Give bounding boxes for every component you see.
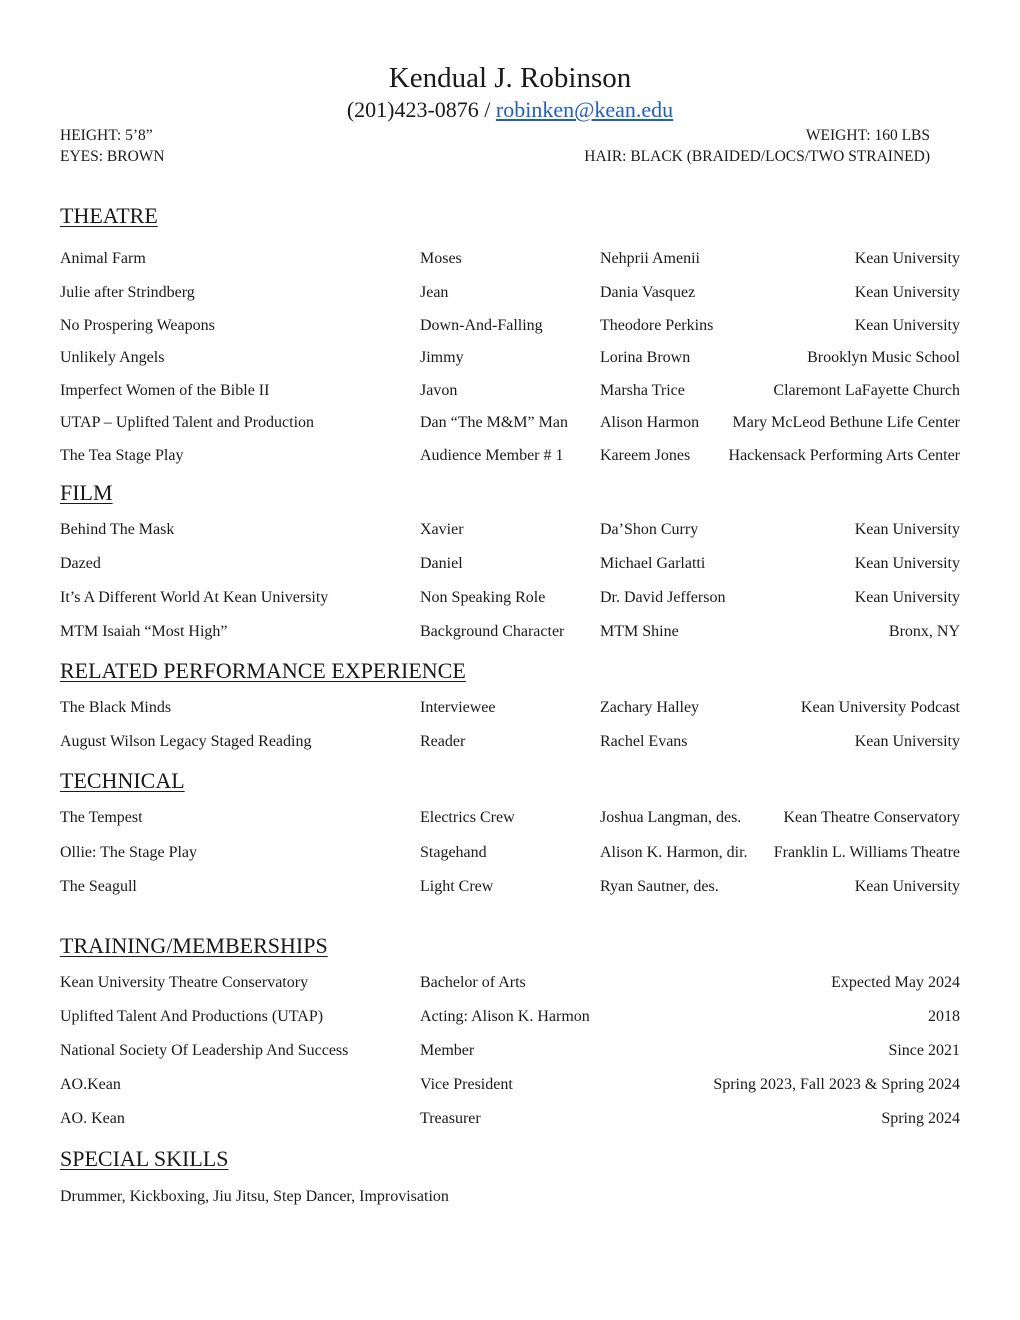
theatre-row [60, 444, 960, 468]
phone-number: (201)423-0876 / [346, 97, 496, 122]
production-title: August Wilson Legacy Staged Reading [60, 733, 312, 750]
program-or-role: Member [420, 1042, 475, 1059]
venue: Claremont LaFayette Church [773, 382, 960, 399]
supervisor: Alison K. Harmon, dir. [600, 844, 748, 861]
role: Jean [420, 284, 449, 301]
venue: Brooklyn Music School [807, 349, 960, 366]
production-title: Behind The Mask [60, 521, 175, 538]
training-row [60, 971, 960, 995]
director: Kareem Jones [600, 447, 691, 464]
venue: Kean University [854, 878, 960, 895]
production-title: MTM Isaiah “Most High” [60, 623, 228, 640]
theatre-row [60, 314, 960, 338]
supervisor: Ryan Sautner, des. [600, 878, 719, 895]
related-row [60, 696, 960, 720]
venue: Franklin L. Williams Theatre [773, 844, 960, 861]
production-title: Unlikely Angels [60, 349, 165, 366]
venue: Kean University [854, 555, 960, 572]
role: Reader [420, 733, 466, 750]
director: Michael Garlatti [600, 555, 706, 572]
technical-heading: TECHNICAL [60, 768, 185, 793]
organization: National Society Of Leadership And Success [60, 1042, 349, 1059]
film-row [60, 552, 960, 576]
director: Zachary Halley [600, 699, 700, 716]
email-link[interactable]: robinken@kean.edu [495, 97, 674, 122]
position: Stagehand [420, 844, 487, 861]
supervisor: Joshua Langman, des. [600, 809, 742, 826]
dates: Since 2021 [888, 1042, 960, 1059]
program-or-role: Treasurer [420, 1110, 481, 1127]
production-title: The Black Minds [60, 699, 172, 716]
role: Jimmy [420, 349, 464, 366]
related-row [60, 730, 960, 754]
venue: Hackensack Performing Arts Center [728, 447, 960, 464]
production-title: The Tea Stage Play [60, 447, 184, 464]
training-row [60, 1005, 960, 1029]
dates: Spring 2024 [881, 1110, 960, 1127]
role: Daniel [420, 555, 463, 572]
role: Javon [420, 382, 458, 399]
venue: Kean University Podcast [800, 699, 960, 716]
director: Dania Vasquez [600, 284, 696, 301]
technical-row [60, 841, 960, 865]
director: Alison Harmon [600, 414, 700, 431]
theatre-heading: THEATRE [60, 203, 158, 228]
height-stat: HEIGHT: 5’8” [60, 127, 153, 144]
production-title: Julie after Strindberg [60, 284, 195, 301]
production-title: No Prospering Weapons [60, 317, 215, 334]
venue: Kean Theatre Conservatory [783, 809, 960, 826]
position: Electrics Crew [420, 809, 515, 826]
production-title: The Seagull [60, 878, 137, 895]
venue: Kean University [854, 250, 960, 267]
technical-row [60, 806, 960, 830]
special-skills-heading: SPECIAL SKILLS [60, 1146, 229, 1171]
weight-stat: WEIGHT: 160 LBS [805, 127, 930, 144]
director: Lorina Brown [600, 349, 691, 366]
theatre-row [60, 281, 960, 305]
role: Moses [420, 250, 462, 267]
film-row [60, 586, 960, 610]
venue: Kean University [854, 521, 960, 538]
dates: Spring 2023, Fall 2023 & Spring 2024 [713, 1076, 960, 1093]
theatre-row [60, 411, 960, 435]
program-or-role: Vice President [420, 1076, 513, 1093]
production-title: Ollie: The Stage Play [60, 844, 198, 861]
film-heading: FILM [60, 480, 113, 505]
production-title: The Tempest [60, 809, 143, 826]
program-or-role: Bachelor of Arts [420, 974, 526, 991]
venue: Kean University [854, 284, 960, 301]
production-title: Animal Farm [60, 250, 146, 267]
director: Theodore Perkins [600, 317, 714, 334]
special-skills-list: Drummer, Kickboxing, Jiu Jitsu, Step Dancer, Improvisation [60, 1188, 449, 1205]
organization: AO.Kean [60, 1076, 121, 1093]
dates: Expected May 2024 [831, 974, 960, 991]
director: Rachel Evans [600, 733, 688, 750]
organization: AO. Kean [60, 1110, 125, 1127]
training-row [60, 1107, 960, 1131]
role: Down-And-Falling [420, 317, 543, 334]
film-row [60, 518, 960, 542]
film-row [60, 620, 960, 644]
venue: Kean University [854, 733, 960, 750]
venue: Mary McLeod Bethune Life Center [732, 414, 960, 431]
theatre-row [60, 247, 960, 271]
eyes-stat: EYES: BROWN [60, 148, 165, 165]
director: Marsha Trice [600, 382, 685, 399]
program-or-role: Acting: Alison K. Harmon [420, 1008, 590, 1025]
role: Dan “The M&M” Man [420, 414, 568, 431]
training-heading: TRAINING/MEMBERSHIPS [60, 933, 328, 958]
dates: 2018 [928, 1008, 960, 1025]
contact-line [0, 96, 1020, 124]
director: Nehprii Amenii [600, 250, 700, 267]
director: Dr. David Jefferson [600, 589, 726, 606]
production-title: Dazed [60, 555, 101, 572]
training-row [60, 1073, 960, 1097]
venue: Bronx, NY [888, 623, 960, 640]
role: Background Character [420, 623, 565, 640]
director: Da’Shon Curry [600, 521, 699, 538]
theatre-row [60, 346, 960, 370]
venue: Kean University [854, 317, 960, 334]
organization: Kean University Theatre Conservatory [60, 974, 309, 991]
technical-row [60, 875, 960, 899]
role: Non Speaking Role [420, 589, 546, 606]
production-title: UTAP – Uplifted Talent and Production [60, 414, 315, 431]
role: Interviewee [420, 699, 496, 716]
production-title: It’s A Different World At Kean University [60, 589, 329, 606]
venue: Kean University [854, 589, 960, 606]
related-experience-heading: RELATED PERFORMANCE EXPERIENCE [60, 658, 466, 683]
director: MTM Shine [600, 623, 679, 640]
role: Audience Member # 1 [420, 447, 564, 464]
organization: Uplifted Talent And Productions (UTAP) [60, 1008, 324, 1025]
position: Light Crew [420, 878, 494, 895]
hair-stat: HAIR: BLACK (BRAIDED/LOCS/TWO STRAINED) [584, 148, 930, 165]
theatre-row [60, 379, 960, 403]
role: Xavier [420, 521, 464, 538]
training-row [60, 1039, 960, 1063]
actor-name: Kendual J. Robinson [388, 62, 632, 94]
production-title: Imperfect Women of the Bible II [60, 382, 270, 399]
